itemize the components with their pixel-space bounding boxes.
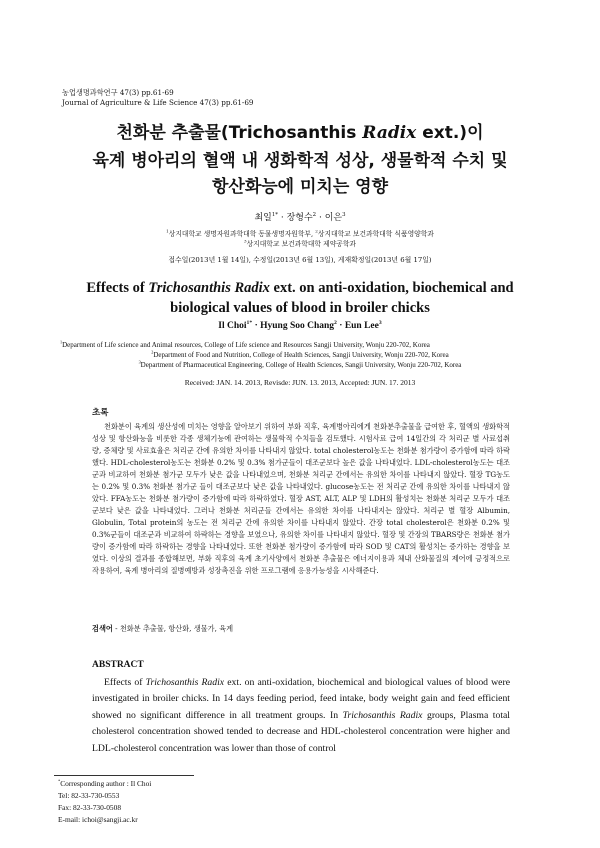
korean-keywords: 검색어 - 천화분 추출물, 항산화, 생물가, 육계 bbox=[92, 624, 234, 633]
english-affiliation-line2: $^2$Department of Food and Nutrition, College of Health Sciences, Sangji University, Wonju 220-702, Korea bbox=[151, 349, 449, 359]
english-dates: Received: JAN. 14. 2013, Revisde: JUN. 13. 2013, Accepted: JUN. 17. 2013 bbox=[184, 378, 416, 387]
korean-dates: 접수일(2013년 1월 14일), 수정일(2013년 6월 13일), 게재확정일(2013년 6월 17일) bbox=[168, 256, 432, 264]
english-authors: Il Choi$^{1*}$ · Hyung Soo Chang$^2$ · Eun Lee$^3$ bbox=[218, 319, 382, 331]
korean-abstract-heading: 초록 bbox=[92, 408, 109, 418]
english-title-line2: biological values of blood in broiler chicks bbox=[170, 300, 430, 316]
journal-name-korean: 농업생명과학연구 47(3) pp.61-69 bbox=[62, 88, 174, 97]
footnote-divider bbox=[54, 775, 194, 776]
english-affiliation-line1: $^1$Department of Life science and Animal resources, College of Life science and Resources Sangji University, Wonju 220-702, Korea bbox=[60, 339, 430, 349]
english-abstract-heading: ABSTRACT bbox=[92, 660, 144, 670]
footnote-tel: Tel: 82-33-730-0553 bbox=[58, 791, 120, 800]
footnote-email: E-mail: ichoi@sangji.ac.kr bbox=[58, 815, 138, 824]
korean-affiliation-line2: $^3$상지대학교 보건과학대학 제약공학과 bbox=[244, 238, 356, 248]
english-affiliation-line3: $^3$Department of Pharmaceutical Engineering, College of Health Sciences, Sangji University, Wonju 220-702, Korea bbox=[138, 359, 462, 369]
footnote-fax: Fax: 82-33-730-0508 bbox=[58, 803, 122, 812]
korean-affiliation-line1: $^1$상지대학교 생명자원과학대학 동물생명자원학부, $^2$상지대학교 보건과학대학 식품영양학과 bbox=[166, 228, 434, 238]
english-abstract-text: Effects of Trichosanthis Radix ext. on anti-oxidation, biochemical and biological values of blood were investigated in broiler chicks. In 14 days feeding period, feed intake, body weight gain and feed efficient showed no significant difference in all treatment groups. In Trichosanthis Radix groups, Plasma total cholesterol concentration showed tended to decrease and HDL-cholesterol concentration were higher and LDL-cholesterol concentration was lower than those of control bbox=[92, 677, 510, 754]
korean-title-line3: 항산화능에 미치는 영향 bbox=[211, 177, 389, 197]
journal-name-english: Journal of Agriculture & Life Science 47(3) pp.61-69 bbox=[62, 98, 254, 107]
english-title-line1: Effects of Trichosanthis Radix ext. on anti-oxidation, biochemical and bbox=[86, 280, 514, 296]
korean-title-line2: 육계 병아리의 혈액 내 생화학적 성상, 생물학적 수치 및 bbox=[92, 151, 508, 171]
korean-authors: 최일$^{1*}$ · 장형수$^2$ · 이은$^3$ bbox=[254, 212, 346, 223]
footnote-corresponding-author: *Corresponding author : Il Choi bbox=[58, 778, 152, 788]
korean-abstract-text: 천화분이 육계의 생산성에 미치는 영향을 알아보기 위하여 부화 직후, 육계병아리에게 천화분추출물을 급여한 후, 혈액의 생화학적 성상 및 항산화능을 비롯한 각종 생체기능에 관여하는 생물학적 수치들을 검토했다. 시험사료 급여 14일간의 각 처리군 별 사료섭취량, 증체량 및 사료효율은 처리군 간에 유의한 차이를 나타내지 않았다. total cholesterol농도는 천화분 첨가량이 증가함에 따라 하락했다. HDL-cholesterol농도는 천화분 0.2% 및 0.3% 첨가군들이 대조군보다 높은 값을 나타내었다. LDL-cholesterol농도는 대조군과 비교하여 천화분 첨가군 모두가 낮은 값을 나타내었으며, 천화분 처리군 간에서는 유의한 차이를 나타내지 않았다. 혈장 TG농도는 0.2% 및 0.3% 천화분 첨가군 들이 대조군보다 낮은 값을 나타내었다. glucose농도는 전 처리군 간에 유의한 차이를 나타내지 않았다. FFA농도는 천화분 첨가량이 증가함에 따라 하락하였다. 혈장 AST, ALT, ALP 및 LDH의 활성치는 천화분 처리군 모두가 대조군보다 낮은 값을 나타내었다. 그러나 천화분 처리군들 간에서는 유의한 차이를 나타내지는 않았다. 처리군 별 혈장 Albumin, Globulin, Total protein의 농도는 전 처리군 간에 유의한 차이를 나타내지 않았다. 간장 total cholesterol은 천화분 0.2% 및 0.3%군들이 대조군과 비교하여 하락하는 경향을 보였으나, 유의한 차이를 나타내지 않았다. 혈장 및 간장의 TBARS량은 천화분 첨가량이 증가함에 따라 하락하는 경향을 나타내었다. 또한 천화분 첨가량이 증가함에 따라 SOD 및 CAT의 활성치는 증가하는 경향을 보였다. 이상의 결과를 종합해보면, 부화 직후의 육계 초기사양에서 천화분 추출물은 에너지이용과 체내 산화물질의 제어에 긍정적으로 작용하여, 육계 병아리의 질병예방과 성장촉진을 위한 프로그램에 응용가능성을 시사해준다. bbox=[92, 422, 510, 575]
korean-title-line1: 천화분 추출물(Trichosanthis Radix ext.)이 bbox=[116, 123, 484, 143]
